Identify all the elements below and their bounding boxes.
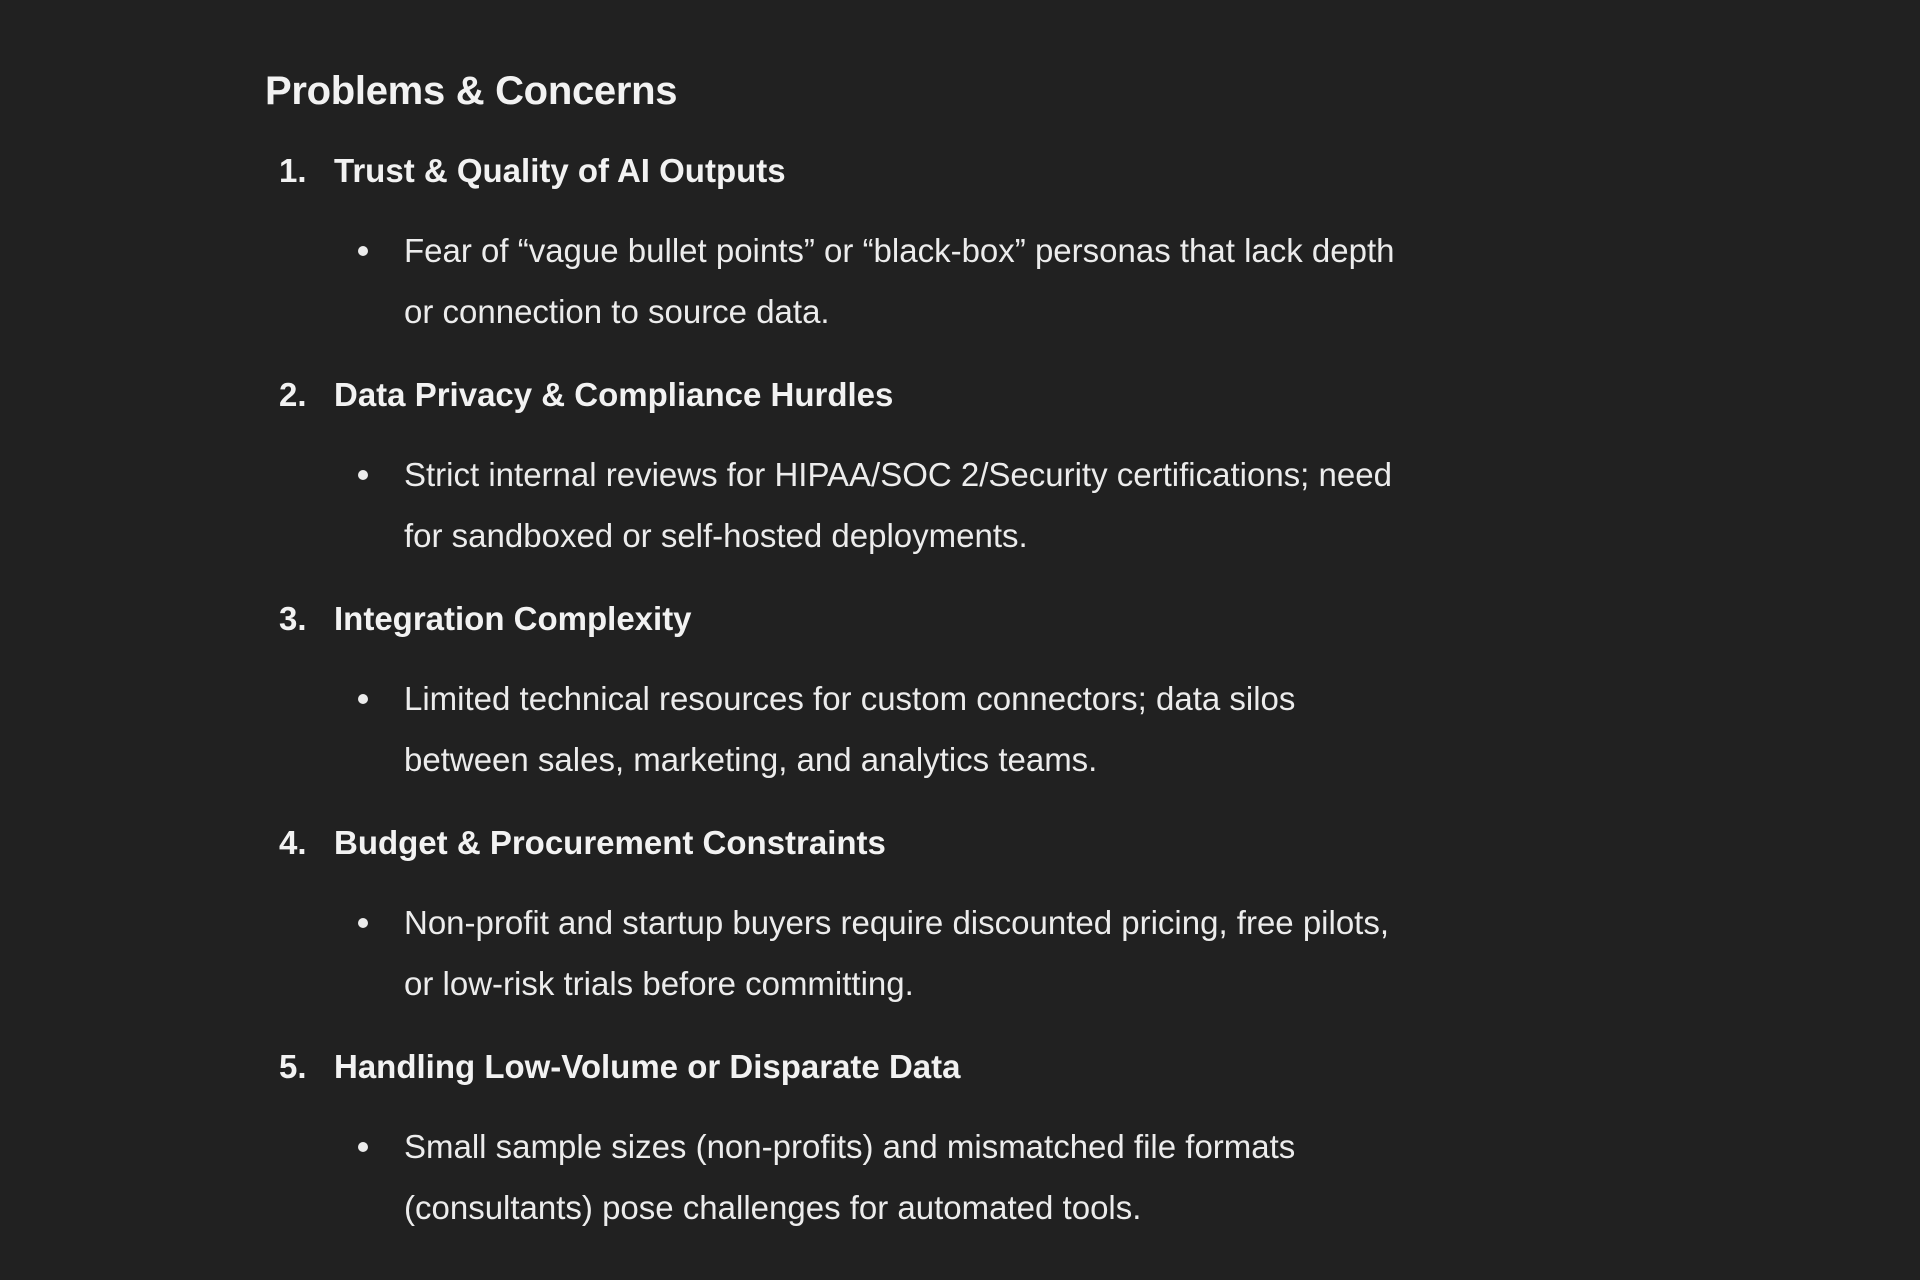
item-number: 3. xyxy=(279,600,307,637)
item-header xyxy=(265,1038,1720,1096)
item-number: 4. xyxy=(279,824,307,861)
item-detail xyxy=(404,1116,1404,1238)
item-detail xyxy=(404,220,1404,342)
item-number: 2. xyxy=(279,376,307,413)
item-header xyxy=(265,814,1720,872)
bullet-icon xyxy=(358,1142,368,1152)
item-header xyxy=(265,366,1720,424)
bullet-icon xyxy=(358,246,368,256)
list-item xyxy=(265,366,1720,566)
item-detail xyxy=(404,668,1404,790)
item-number: 1. xyxy=(279,152,307,189)
item-title: Trust & Quality of AI Outputs xyxy=(334,152,786,189)
item-detail-text: Fear of “vague bullet points” or “black-box” personas that lack depth or connection to source data. xyxy=(404,232,1395,330)
bullet-icon xyxy=(358,918,368,928)
list-item xyxy=(265,142,1720,342)
item-title: Budget & Procurement Constraints xyxy=(334,824,886,861)
list-item xyxy=(265,1038,1720,1238)
item-detail-text: Strict internal reviews for HIPAA/SOC 2/Security certifications; need for sandboxed or self-hosted deployments. xyxy=(404,456,1392,554)
item-number: 5. xyxy=(279,1048,307,1085)
item-header xyxy=(265,142,1720,200)
bullet-icon xyxy=(358,470,368,480)
problems-list xyxy=(265,142,1720,1238)
list-item xyxy=(265,590,1720,790)
item-header xyxy=(265,590,1720,648)
item-title: Data Privacy & Compliance Hurdles xyxy=(334,376,894,413)
item-detail xyxy=(404,892,1404,1014)
item-detail-text: Non-profit and startup buyers require discounted pricing, free pilots, or low-risk trials before committing. xyxy=(404,904,1390,1002)
item-detail xyxy=(404,444,1404,566)
item-detail-text: Limited technical resources for custom connectors; data silos between sales, marketing, and analytics teams. xyxy=(404,680,1296,778)
section-heading: Problems & Concerns xyxy=(265,69,678,113)
list-item xyxy=(265,814,1720,1014)
item-title: Handling Low-Volume or Disparate Data xyxy=(334,1048,961,1085)
bullet-icon xyxy=(358,694,368,704)
item-title: Integration Complexity xyxy=(334,600,692,637)
item-detail-text: Small sample sizes (non-profits) and mismatched file formats (consultants) pose challenges for automated tools. xyxy=(404,1128,1296,1226)
